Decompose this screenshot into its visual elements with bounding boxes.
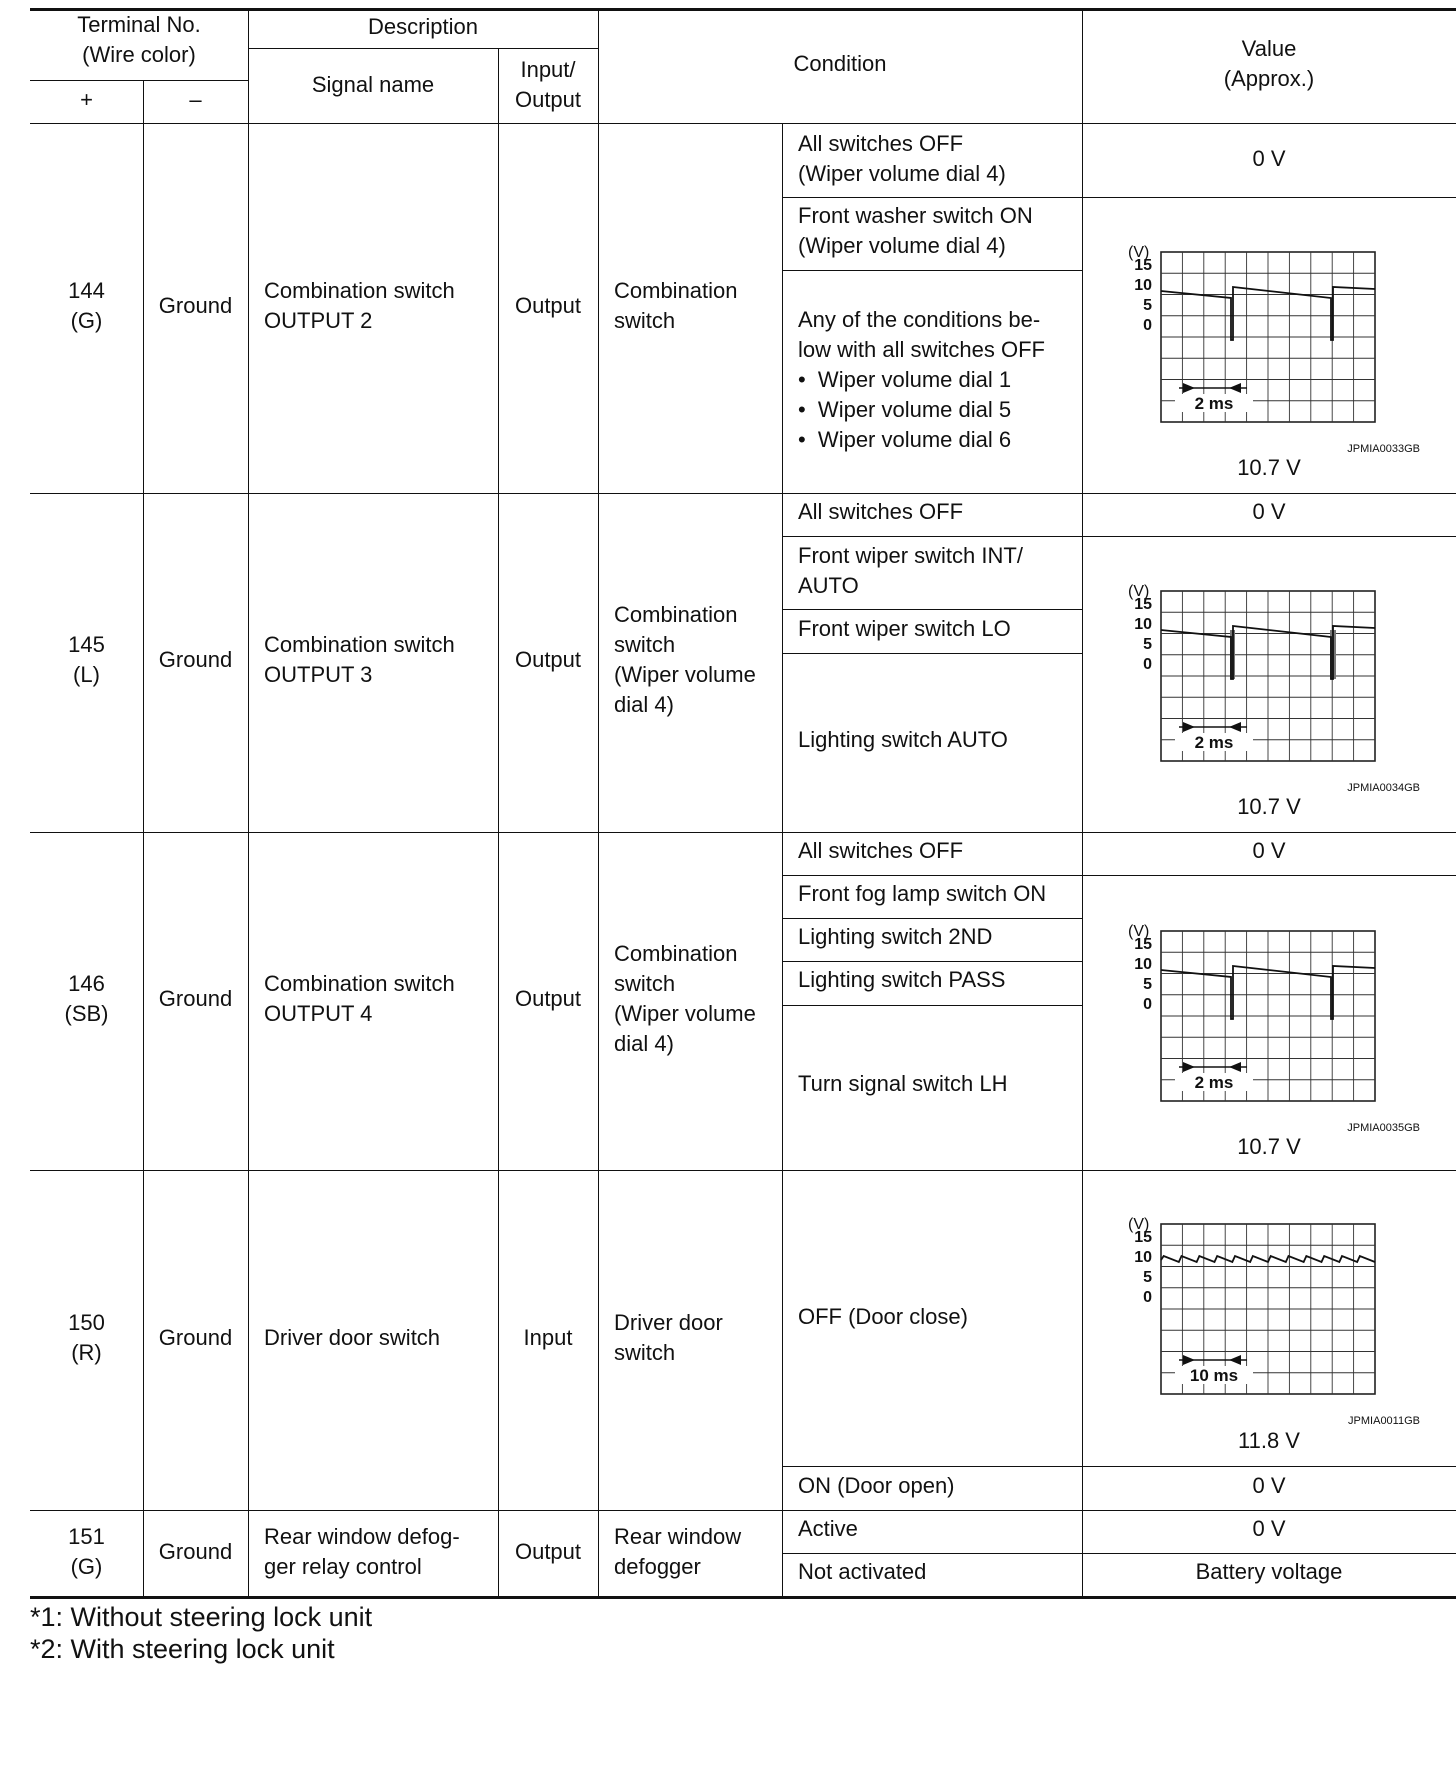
table-rule: [782, 1466, 1456, 1467]
axis-tick-label: 0: [1143, 317, 1152, 334]
row-146-sub-condition: Turn signal switch LH: [798, 1071, 1008, 1096]
row-145-ground: Ground: [158, 647, 233, 672]
axis-tick-label: 5: [1143, 297, 1152, 314]
axis-tick-label: 5: [1143, 976, 1152, 993]
axis-tick-label: 15: [1134, 1229, 1152, 1246]
table-rule: [782, 1005, 1082, 1006]
row-146-signal: Combination switch OUTPUT 4: [264, 971, 455, 1026]
row-151-signal: Rear window defog- ger relay control: [264, 1524, 460, 1579]
axis-tick-label: 10: [1134, 1249, 1152, 1266]
row-144-io: Output: [514, 293, 582, 318]
waveform-150-value: 11.8 V: [1238, 1428, 1300, 1453]
row-144-sub-condition: Any of the conditions be- low with all switches OFF • Wiper volume dial 1 • Wiper volume dial 5 • Wiper volume dial 6: [798, 307, 1045, 452]
time-scale-label: 10 ms: [1189, 1366, 1239, 1385]
table-rule: [30, 832, 1456, 833]
row-150-sub-condition: ON (Door open): [798, 1473, 955, 1498]
row-151-sub-condition: Active: [798, 1516, 858, 1541]
row-151-sub-value: 0 V: [1252, 1516, 1286, 1541]
row-146-sub-value: 0 V: [1252, 838, 1286, 863]
row-144-sub-condition: Front washer switch ON (Wiper volume dial 4): [798, 203, 1033, 258]
row-146-sub-condition: Front fog lamp switch ON: [798, 881, 1047, 906]
row-145-io: Output: [514, 647, 582, 672]
header-description: Description: [367, 14, 479, 39]
header-condition: Condition: [793, 51, 887, 76]
row-145-sub-condition: All switches OFF: [798, 499, 964, 524]
row-150-ground: Ground: [158, 1325, 233, 1350]
row-144-signal: Combination switch OUTPUT 2: [264, 278, 455, 333]
time-marker-arrow: [1183, 383, 1195, 393]
header-input-output: Input/ Output: [514, 57, 582, 112]
figure-code: JPMIA0034GB: [1347, 782, 1420, 794]
table-rule: [30, 493, 1456, 494]
time-marker-arrow: [1183, 1355, 1195, 1365]
row-150-sub-condition: OFF (Door close): [798, 1304, 968, 1329]
axis-tick-label: 15: [1134, 596, 1152, 613]
time-scale-label: 2 ms: [1194, 1073, 1234, 1092]
time-marker-arrow: [1229, 1355, 1241, 1365]
row-151-sub-value: Battery voltage: [1195, 1559, 1343, 1584]
figure-code: JPMIA0033GB: [1347, 443, 1420, 455]
row-145-terminal: 145 (L): [68, 632, 105, 687]
row-145-condition: Combination switch (Wiper volume dial 4): [614, 602, 756, 717]
row-146-sub-condition: Lighting switch 2ND: [798, 924, 993, 949]
table-rule: [782, 653, 1082, 654]
table-rule: [498, 48, 499, 1596]
header-plus: +: [80, 87, 93, 112]
row-145-sub-condition: Front wiper switch LO: [798, 616, 1011, 641]
waveform-144-value: 10.7 V: [1237, 455, 1301, 480]
waveform-146: [1124, 917, 1424, 1137]
row-151-terminal: 151 (G): [68, 1524, 105, 1579]
time-marker-arrow: [1183, 722, 1195, 732]
footnote: *1: Without steering lock unit: [30, 1602, 373, 1632]
waveform-146-value: 10.7 V: [1237, 1134, 1301, 1159]
row-151-sub-condition: Not activated: [798, 1559, 927, 1584]
table-rule: [782, 123, 783, 1596]
row-145-signal: Combination switch OUTPUT 3: [264, 632, 455, 687]
row-144-terminal: 144 (G): [68, 278, 105, 333]
row-150-condition: Driver door switch: [614, 1310, 723, 1365]
axis-tick-label: 5: [1143, 1269, 1152, 1286]
figure-code: JPMIA0011GB: [1348, 1415, 1420, 1427]
header-value: Value (Approx.): [1223, 36, 1315, 91]
header-signal-name: Signal name: [311, 72, 435, 97]
time-marker-arrow: [1229, 1062, 1241, 1072]
axis-unit-label: (V): [1128, 244, 1150, 261]
row-145-sub-condition: Lighting switch AUTO: [798, 727, 1008, 752]
table-rule: [782, 961, 1082, 962]
table-rule: [248, 8, 249, 1596]
axis-tick-label: 10: [1134, 277, 1152, 294]
waveform-145: [1124, 577, 1424, 797]
row-146-condition: Combination switch (Wiper volume dial 4): [614, 941, 756, 1056]
table-rule: [30, 123, 1456, 124]
table-rule: [248, 48, 598, 49]
table-rule: [30, 1510, 1456, 1511]
axis-tick-label: 0: [1143, 996, 1152, 1013]
row-150-io: Input: [523, 1325, 573, 1350]
row-144-condition: Combination switch: [614, 278, 738, 333]
row-146-terminal: 146 (SB): [64, 971, 109, 1026]
row-150-sub-value: 0 V: [1252, 1473, 1286, 1498]
row-150-terminal: 150 (R): [68, 1310, 105, 1365]
table-rule: [782, 536, 1456, 537]
axis-tick-label: 0: [1143, 656, 1152, 673]
time-scale-label: 2 ms: [1194, 394, 1234, 413]
table-rule: [30, 80, 248, 81]
row-144-ground: Ground: [158, 293, 233, 318]
axis-tick-label: 0: [1143, 1289, 1152, 1306]
waveform-150: [1124, 1210, 1424, 1430]
waveform-144: [1124, 238, 1424, 458]
table-rule: [782, 609, 1082, 610]
row-146-io: Output: [514, 986, 582, 1011]
time-marker-arrow: [1183, 1062, 1195, 1072]
table-rule: [30, 1596, 1456, 1599]
table-rule: [30, 1170, 1456, 1171]
row-151-io: Output: [514, 1539, 582, 1564]
table-rule: [782, 270, 1082, 271]
row-151-ground: Ground: [158, 1539, 233, 1564]
header-minus: –: [189, 87, 202, 112]
row-146-sub-condition: All switches OFF: [798, 838, 964, 863]
row-145-sub-condition: Front wiper switch INT/ AUTO: [798, 543, 1023, 598]
row-146-sub-condition: Lighting switch PASS: [798, 967, 1006, 992]
table-rule: [782, 918, 1082, 919]
axis-tick-label: 15: [1134, 257, 1152, 274]
row-145-sub-value: 0 V: [1252, 499, 1286, 524]
row-144-sub-value: 0 V: [1252, 146, 1286, 171]
axis-unit-label: (V): [1128, 923, 1150, 940]
figure-code: JPMIA0035GB: [1347, 1122, 1420, 1134]
row-146-ground: Ground: [158, 986, 233, 1011]
axis-tick-label: 5: [1143, 636, 1152, 653]
row-144-sub-condition: All switches OFF (Wiper volume dial 4): [798, 131, 1006, 186]
header-terminal-no: Terminal No. (Wire color): [77, 12, 201, 67]
time-scale-label: 2 ms: [1194, 733, 1234, 752]
row-151-condition: Rear window defogger: [614, 1524, 742, 1579]
row-150-signal: Driver door switch: [264, 1325, 441, 1350]
axis-tick-label: 10: [1134, 616, 1152, 633]
axis-unit-label: (V): [1128, 583, 1150, 600]
table-rule: [782, 1553, 1456, 1554]
table-rule: [598, 8, 599, 1596]
time-marker-arrow: [1229, 722, 1241, 732]
table-rule: [782, 197, 1456, 198]
axis-tick-label: 10: [1134, 956, 1152, 973]
footnote: *2: With steering lock unit: [30, 1634, 335, 1664]
axis-unit-label: (V): [1128, 1216, 1150, 1233]
time-marker-arrow: [1229, 383, 1241, 393]
table-rule: [782, 875, 1456, 876]
axis-tick-label: 15: [1134, 936, 1152, 953]
waveform-145-value: 10.7 V: [1237, 794, 1301, 819]
